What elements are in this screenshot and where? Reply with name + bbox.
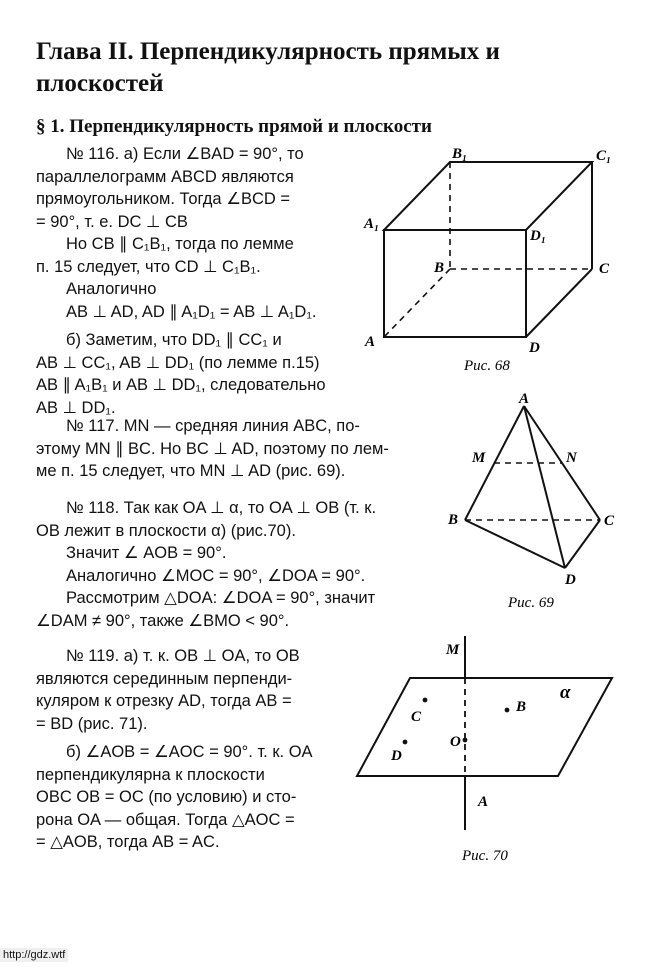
text-line: рона OA — общая. Тогда △AOC = bbox=[36, 810, 295, 829]
text-line: Значит ∠ AOB = 90°. bbox=[66, 544, 227, 562]
text-line: ме п. 15 следует, что MN ⊥ AD (рис. 69). bbox=[36, 462, 346, 480]
label-alpha: α bbox=[560, 682, 571, 703]
point-b bbox=[505, 708, 510, 713]
chapter-title: Глава II. Перпендикулярность прямых и плоскостей bbox=[36, 38, 500, 97]
point-o bbox=[463, 738, 468, 743]
text-line: куляром к отрезку AD, тогда AB = bbox=[36, 692, 292, 710]
text-line: б) ∠AOB = ∠AOC = 90°. т. к. OA bbox=[66, 743, 313, 761]
text-line: являются серединным перпенди- bbox=[36, 669, 293, 688]
text-line: = BD (рис. 71). bbox=[36, 714, 148, 733]
text-line: прямоугольником. Тогда ∠BCD = bbox=[36, 190, 291, 208]
text-line: AB ∥ A₁B₁ и AB ⊥ DD₁, следовательно bbox=[36, 376, 326, 394]
text-line: ∠DAM ≠ 90°, также ∠BMO < 90°. bbox=[36, 611, 290, 630]
text-line: = 90°, т. е. DC ⊥ CB bbox=[36, 212, 188, 231]
label-b: B bbox=[448, 512, 459, 528]
label-c: C bbox=[604, 513, 615, 529]
text-line: № 116. а) Если ∠BAD = 90°, то bbox=[66, 145, 304, 163]
text-line: б) Заметим, что DD₁ ∥ CC₁ и bbox=[66, 331, 282, 349]
text-line: п. 15 следует, что CD ⊥ C₁B₁. bbox=[36, 257, 261, 276]
label-a: A bbox=[365, 334, 376, 350]
text-line: AB ⊥ AD, AD ∥ A₁D₁ = AB ⊥ A₁D₁. bbox=[66, 302, 317, 321]
label-m: M bbox=[446, 642, 460, 658]
label-d1: D₁ bbox=[530, 228, 547, 244]
text-line: OB лежит в плоскости α) (рис.70). bbox=[36, 521, 296, 540]
text-line: OBC OB = OC (по условию) и сто- bbox=[36, 788, 297, 806]
label-b: B bbox=[516, 699, 527, 715]
text-line: AB ⊥ CC₁, AB ⊥ DD₁ (по лемме п.15) bbox=[36, 353, 320, 372]
label-a1: A₁ bbox=[364, 216, 380, 232]
label-b: B bbox=[434, 260, 445, 276]
text-line: этому MN ∥ BC. Но BC ⊥ AD, поэтому по лем- bbox=[36, 439, 389, 458]
label-o: O bbox=[450, 734, 461, 750]
label-m: M bbox=[472, 450, 486, 466]
caption-fig69: Рис. 69 bbox=[508, 595, 554, 611]
label-n: N bbox=[566, 450, 577, 466]
text-line: Аналогично ∠MOC = 90°, ∠DOA = 90°. bbox=[66, 566, 366, 585]
point-d bbox=[403, 740, 408, 745]
label-a: A bbox=[519, 391, 530, 407]
text-line: AB ⊥ DD₁. bbox=[36, 398, 116, 417]
text-line: № 119. а) т. к. OB ⊥ OA, то OB bbox=[66, 647, 300, 665]
text-line: Но CB ∥ C₁B₁, тогда по лемме bbox=[66, 235, 294, 253]
label-c: C bbox=[599, 261, 610, 277]
text-line: № 118. Так как OA ⊥ α, то OA ⊥ OB (т. к. bbox=[66, 499, 377, 517]
section-title: § 1. Перпендикулярность прямой и плоскости bbox=[36, 116, 432, 137]
text-line: = △AOB, тогда AB = AC. bbox=[36, 833, 220, 851]
label-a: A bbox=[478, 794, 489, 810]
label-c: C bbox=[411, 709, 422, 725]
label-b1: B₁ bbox=[452, 146, 468, 162]
footer-url: http://gdz.wtf bbox=[0, 948, 68, 962]
label-d: D bbox=[529, 340, 540, 356]
label-c1: C₁ bbox=[596, 148, 612, 164]
text-line: Аналогично bbox=[66, 280, 157, 298]
text-line: Рассмотрим △DOA: ∠DOA = 90°, значит bbox=[66, 589, 376, 607]
text-line: перпендикулярна к плоскости bbox=[36, 765, 265, 784]
label-d: D bbox=[565, 572, 576, 588]
caption-fig68: Рис. 68 bbox=[464, 358, 510, 374]
text-line: параллелограмм ABCD являются bbox=[36, 167, 294, 186]
point-c bbox=[423, 698, 428, 703]
text-line: № 117. MN — средняя линия ABC, по- bbox=[66, 417, 360, 435]
label-d: D bbox=[391, 748, 402, 764]
caption-fig70: Рис. 70 bbox=[462, 848, 508, 864]
